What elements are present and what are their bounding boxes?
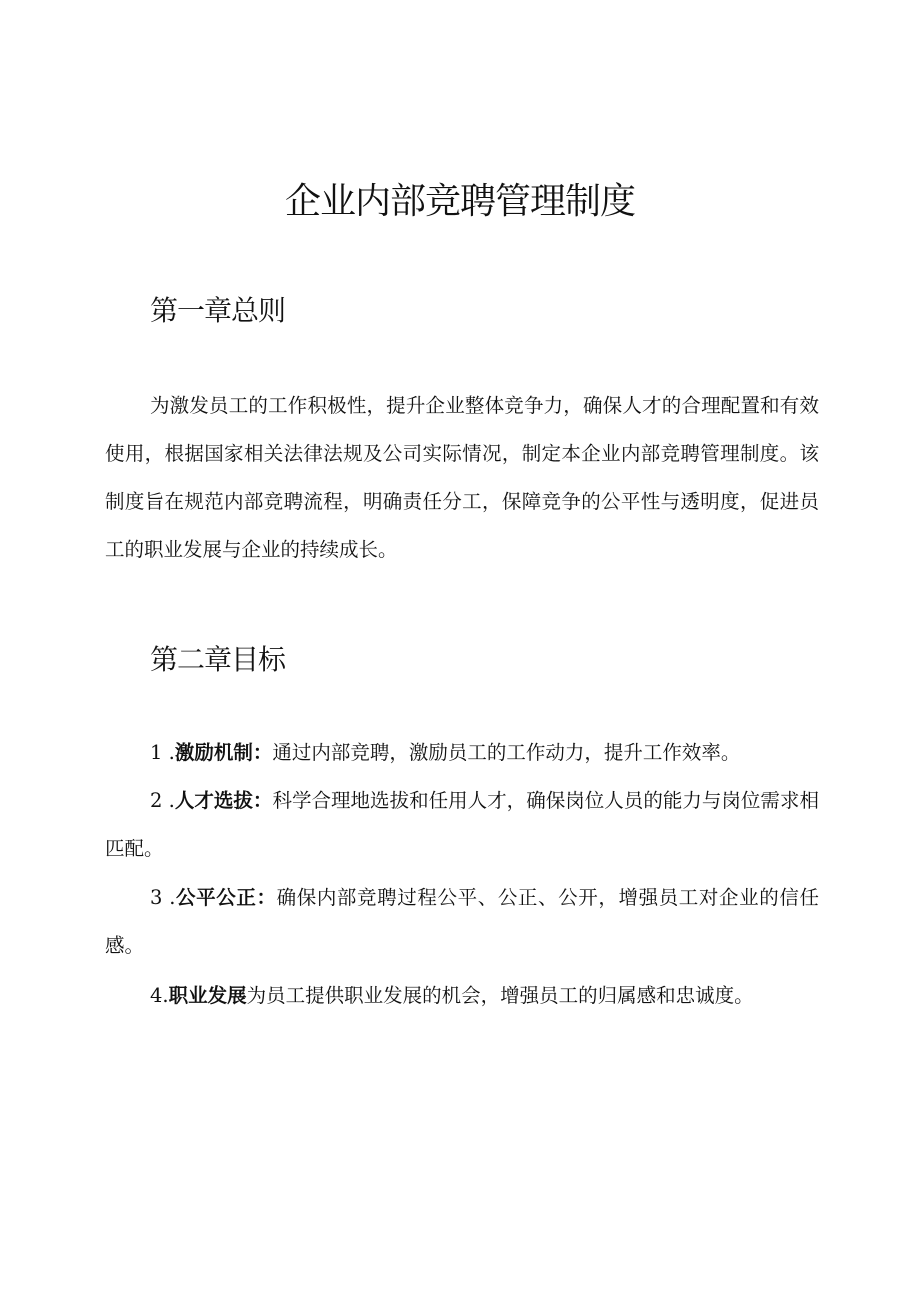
- goal-text: 确保内部竞聘过程公平、公正、公开，增强员工对企业的信任感。: [105, 886, 819, 957]
- goal-number: 1 .: [150, 741, 175, 764]
- chapter-2-heading: 第二章目标: [150, 643, 286, 676]
- goal-text: 为员工提供职业发展的机会，增强员工的归属感和忠诚度。: [246, 984, 754, 1007]
- goal-number: 2 .: [150, 789, 175, 812]
- goal-item: [105, 972, 819, 1020]
- goal-label: 职业发展: [168, 984, 247, 1007]
- goal-item: [105, 874, 819, 970]
- chapter-1-paragraph: 为激发员工的工作积极性，提升企业整体竞争力，确保人才的合理配置和有效使用，根据国家相关法律法规及公司实际情况，制定本企业内部竞聘管理制度。该制度旨在规范内部竞聘流程，明确责任分工，保障竞争的公平性与透明度，促进员工的职业发展与企业的持续成长。: [105, 394, 819, 561]
- goal-text: 通过内部竞聘，激励员工的工作动力，提升工作效率。: [272, 741, 741, 764]
- goal-item: [105, 729, 819, 777]
- goal-label: 人才选拔：: [174, 789, 273, 812]
- goal-number: 3 .: [150, 886, 176, 909]
- chapter-1-heading: 第一章总则: [150, 294, 286, 327]
- goal-label: 激励机制：: [174, 741, 273, 764]
- document-title: 企业内部竞聘管理制度: [284, 181, 635, 222]
- goal-number: 4.: [150, 984, 169, 1007]
- goal-item: [105, 777, 819, 873]
- goal-label: 公平公正：: [175, 886, 277, 909]
- goal-text: 科学合理地选拔和任用人才，确保岗位人员的能力与岗位需求相匹配。: [105, 789, 819, 860]
